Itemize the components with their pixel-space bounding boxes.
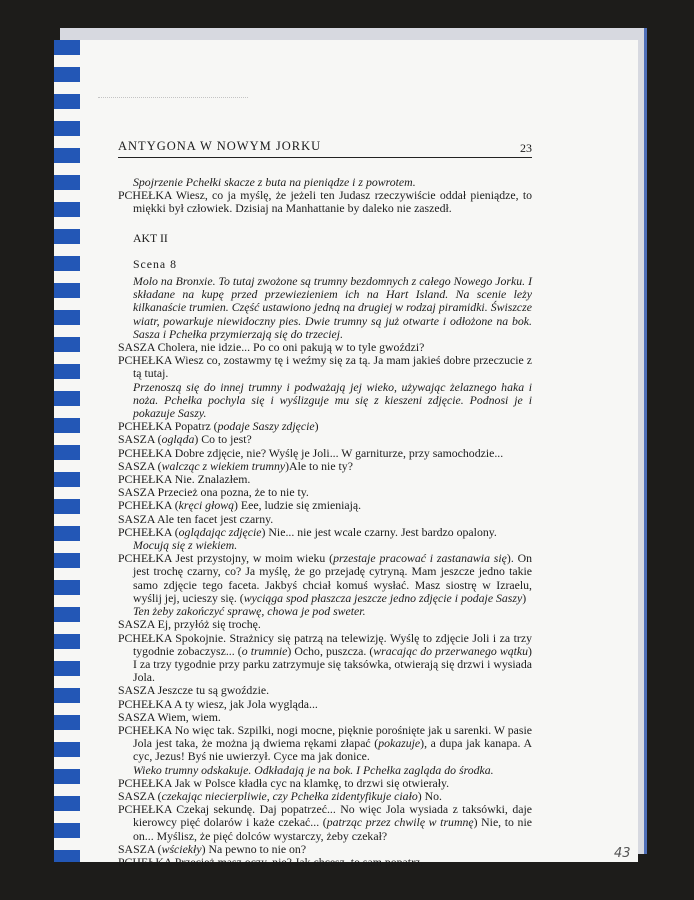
italic-text: Wieko trumny odskakuje. Odkładają je na bok. I Pchełka zagląda do środka. <box>133 762 494 777</box>
italic-text: pokazuje <box>378 736 421 751</box>
text-segment: PCHEŁKA Jest przystojny, w moim wieku ( <box>118 551 334 566</box>
page-number: 23 <box>520 141 532 155</box>
text-segment: PCHEŁKA No więc tak. Szpilki, nogi mocne, pięknie porośnięte jak u sarenki. W pasie Jola jest taka, że można ją dwiema rękami złapać ( <box>118 722 533 751</box>
text-segment: ) <box>522 590 527 605</box>
text-segment: SASZA ( <box>118 432 162 447</box>
text-segment: PCHEŁKA Popatrz ( <box>118 419 218 434</box>
italic-text: Przenoszą się do innej trumny i podważają jej wieko, używając żelaznego haka i noża. Pchełka pochyla się i wyślizguje mu się z kieszeni zdjęcie. Podnosi je i pokazuje Saszy. <box>133 379 532 421</box>
text-segment: SASZA Ej, przyłóż się trochę. <box>118 617 261 632</box>
pencil-note: 43 <box>614 846 631 861</box>
stage-direction <box>118 381 532 421</box>
text-segment: SASZA ( <box>118 841 162 856</box>
text-segment: SASZA Wiem, wiem. <box>118 709 221 724</box>
text-segment: PCHEŁKA Jak w Polsce kładła cyc na klamkę, to drzwi się otwierały. <box>118 775 450 790</box>
text-segment: SASZA ( <box>118 458 162 473</box>
text-segment: PCHEŁKA Wiesz, co ja myślę, że jeżeli ten Judasz rzeczywiście oddał pieniądze, to miękki był człowiek. Dzisiaj na Manhattanie by daleko nie zaszedł. <box>118 188 532 216</box>
text-block-opening <box>118 176 532 216</box>
italic-text: wracając do przerwanego wątku <box>373 643 529 658</box>
text-segment: ) Nie... nie jest wcale czarny. Jest bardzo opalony. <box>261 524 497 539</box>
text-segment: ). On jest trochę czarny, co? Ja myślę, że go przejadę cytryną. Mam jeszcze jedno takie samo zdjęcie tego faceta. Jakbyś chciał komuś wysłać. Masz siostrę w Izraelu, wyślij jej, ucieszy się. ( <box>133 551 532 605</box>
spiral-binding <box>54 40 80 862</box>
text-segment: PCHEŁKA Wiesz co, zostawmy tę i weźmy się za tą. Ja mam jakieś dobre przeczucie z tą tutaj. <box>118 353 532 381</box>
italic-text: czekając niecierpliwie, czy Pchełka zidentyfikuje ciało <box>161 788 418 803</box>
text-segment: SASZA Jeszcze tu są gwoździe. <box>118 683 270 698</box>
italic-text: ogląda <box>161 432 195 447</box>
italic-text: patrząc przez chwilę w trumnę <box>326 815 474 830</box>
text-segment: ) No. <box>417 788 442 803</box>
text-segment: ) <box>314 419 319 434</box>
italic-text: Molo na Bronxie. To tutaj zwożone są trumny bezdomnych z całego Nowego Jorku. I składane na kupę przed przewiezieniem ich na Hart Island. Na scenie leży kilkanaście trumien. Część ustawiono jedną na drugiej w rodzaj piramidki. Świszcze wiatr, powarkuje niewidoczny pies. Dwie trumny są już otwarte i odłożone na bok. Sasza i Pchełka przymierzają się do trzeciej. <box>133 274 532 341</box>
text-segment: ), a dupa jak kanapa. A cyc, Jezus! Byś nie uwierzył. Cyce ma jak donice. <box>133 736 532 764</box>
dialogue-line <box>118 632 532 685</box>
text-segment: PCHEŁKA ( <box>118 498 179 513</box>
text-segment: ) Co to jest? <box>194 432 252 447</box>
text-segment: SASZA Ale ten facet jest czarny. <box>118 511 274 526</box>
italic-text: Ten żeby zakończyć sprawę, chowa je pod sweter. <box>133 604 366 619</box>
text-segment: ) I za trzy tygodnie przy parku zatrzymuje się taksówka, otwierają się drzwi i wysiada Jola. <box>133 643 532 685</box>
text-segment: ) Nie, to nie on... Myślisz, że pięć dolców wystarczy, żeby czekał? <box>133 815 532 843</box>
text-segment: PCHEŁKA Spokojnie. Strażnicy się patrzą na telewizję. Wyślę to zdjęcie Joli i za trzy tygodnie zobaczysz... ( <box>118 630 532 658</box>
italic-text: przestaje pracować i zastanawia się <box>333 551 507 566</box>
italic-text: o trumnie <box>241 643 288 658</box>
stage-direction <box>118 275 532 341</box>
text-segment: PCHEŁKA Nie. Znalazłem. <box>118 472 251 487</box>
book-title: ANTYGONA W NOWYM JORKU <box>118 139 322 153</box>
text-segment: ) Ocho, puszcza. ( <box>287 643 374 658</box>
italic-text: Mocują się z wiekiem. <box>133 538 238 553</box>
dialogue-line <box>118 354 532 380</box>
text-segment: )Ale to nie ty? <box>285 458 353 473</box>
faint-dotted-mark <box>98 97 248 99</box>
italic-text: kręci głową <box>178 498 235 513</box>
text-segment: ) Na pewno to nie on? <box>201 841 307 856</box>
italic-text: walcząc z wiekiem trumny <box>161 458 286 473</box>
text-segment: PCHEŁKA ( <box>118 524 179 539</box>
italic-text: oglądając zdjęcie <box>178 524 262 539</box>
text-segment: SASZA Cholera, nie idzie... Po co oni pakują w to tyle gwoździ? <box>118 340 425 355</box>
dialogue-line <box>118 724 532 764</box>
italic-text: Spojrzenie Pchełki skacze z buta na pieniądze i z powrotem. <box>133 175 416 189</box>
italic-text: wściekły <box>161 841 202 856</box>
text-segment: PCHEŁKA Przecież masz oczy, nie? Jak chcesz, to sam popatrz. <box>118 854 424 869</box>
act-heading: AKT II <box>133 230 168 245</box>
text-segment: PCHEŁKA Czekaj sekundę. Daj popatrzeć... No więc Jola wysiada z taksówki, daje kierowcy pięć dolarów i każe czekać... ( <box>118 802 532 830</box>
running-head <box>118 139 532 158</box>
play-text <box>118 176 532 869</box>
text-segment: PCHEŁKA A ty wiesz, jak Jola wygląda... <box>118 696 318 711</box>
text-segment: PCHEŁKA Dobre zdjęcie, nie? Wyślę je Joli... W garniturze, przy samochodzie... <box>118 445 504 460</box>
text-segment: SASZA ( <box>118 788 162 803</box>
italic-text: podaje Saszy zdjęcie <box>217 419 315 434</box>
text-segment: ) Eee, ludzie się zmieniają. <box>234 498 362 513</box>
dialogue-line <box>118 856 532 869</box>
text-block-scene <box>118 275 532 869</box>
italic-text: wyciąga spod płaszcza jeszcze jedno zdjęcie i podaje Saszy <box>243 590 523 605</box>
scene-heading: Scena 8 <box>133 256 178 271</box>
dialogue-line <box>118 803 532 843</box>
dialogue-line <box>118 189 532 215</box>
text-segment: SASZA Przecież ona pozna, że to nie ty. <box>118 485 309 500</box>
dialogue-line <box>118 552 532 605</box>
